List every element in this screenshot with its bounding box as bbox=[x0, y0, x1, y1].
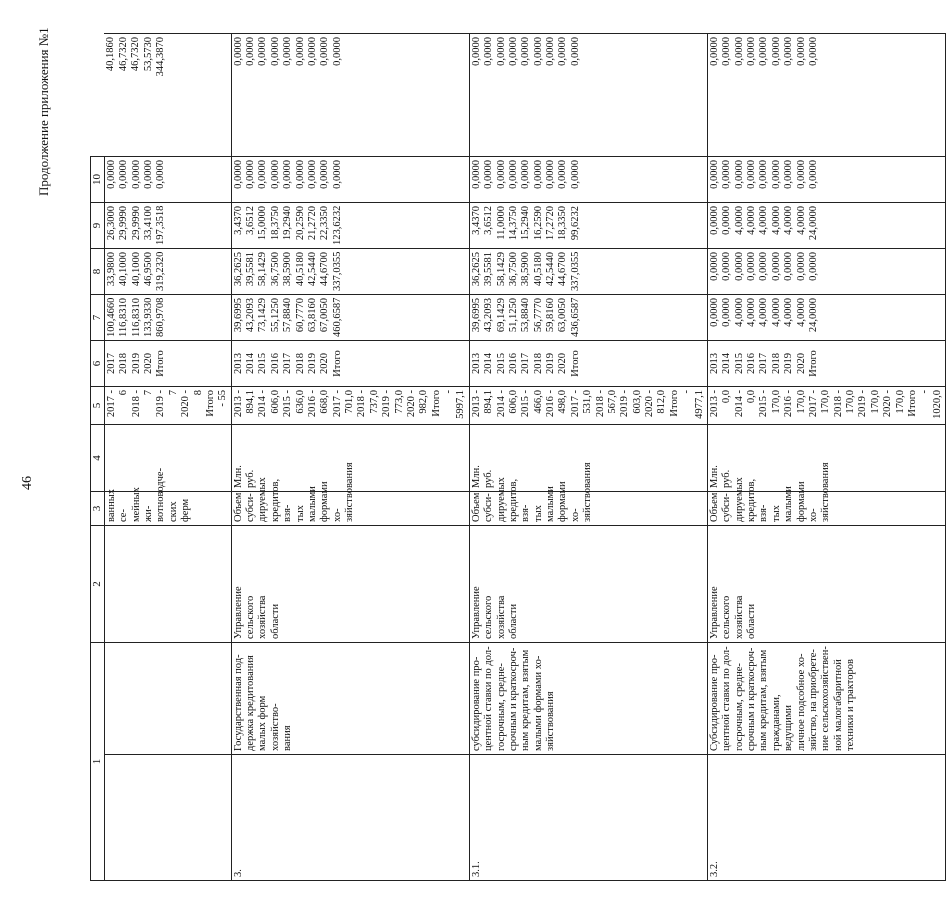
header-col-7: 7 bbox=[91, 295, 105, 341]
program-table bbox=[90, 33, 943, 881]
row-indicator: ванных се- мейных жи- вотноводче- ских ферм bbox=[104, 492, 231, 526]
table-row bbox=[469, 34, 707, 881]
row-name bbox=[104, 643, 231, 755]
row-col-7: 36,2625 39,5581 58,1429 36,7500 38,5900 40,5180 42,5440 44,6700 337,0355 bbox=[231, 249, 469, 295]
row-col-10: 0,0000 0,0000 0,0000 0,0000 0,0000 0,0000 0,0000 0,0000 0,0000 bbox=[707, 34, 945, 157]
header-col-5: 5 bbox=[91, 387, 105, 425]
header-col-1: 1 bbox=[91, 643, 105, 881]
row-unit: Млн. руб. bbox=[469, 425, 707, 492]
table-row bbox=[104, 34, 231, 881]
header-col-3: 3 bbox=[91, 492, 105, 526]
row-unit: Млн. руб. bbox=[231, 425, 469, 492]
row-executor: Управление сельского хозяйства области bbox=[231, 526, 469, 643]
row-years: 2013 2014 2015 2016 2017 2018 2019 2020 Итого bbox=[707, 341, 945, 387]
row-col-8: 26,3000 29,9990 29,9990 33,4100 197,3518 bbox=[104, 203, 231, 249]
row-col-10: 0,0000 0,0000 0,0000 0,0000 0,0000 0,0000 0,0000 0,0000 0,0000 bbox=[231, 34, 469, 157]
header-col-9: 9 bbox=[91, 203, 105, 249]
row-indicator: Объем субси- дируемых кредитов, взя- тых малыми формами хо- зяйствования bbox=[231, 492, 469, 526]
table-row bbox=[231, 34, 469, 881]
row-col-6: 39,6995 43,2093 69,1429 51,1250 53,8840 56,7770 59,8160 63,0050 436,6587 bbox=[469, 295, 707, 341]
header-row bbox=[91, 34, 105, 881]
row-col-9: 0,0000 0,0000 0,0000 0,0000 0,0000 0,0000 0,0000 0,0000 0,0000 bbox=[469, 157, 707, 203]
row-targets: 2013 - 894,1 2014 - 606,0 2015 - 636,0 2016 - 668,0 2017 - 701,0 2018 - 737,0 2019 - 773,0 2020 - 982,0 Итого - 5997,1 bbox=[231, 387, 469, 425]
row-executor: Управление сельского хозяйства области bbox=[707, 526, 945, 643]
row-indicator: Объем субси- дируемых кредитов, взя- тых малыми формами хо- зяйствования bbox=[707, 492, 945, 526]
row-col-6: 0,0000 0,0000 4,0000 4,0000 4,0000 4,0000 4,0000 4,0000 24,0000 bbox=[707, 295, 945, 341]
row-indicator: Объем субси- дируемых кредитов, взя- тых малыми формами хо- зяйствования bbox=[469, 492, 707, 526]
row-col-7: 33,9800 40,1000 40,1000 46,9500 319,2320 bbox=[104, 249, 231, 295]
row-col-10: 0,0000 0,0000 0,0000 0,0000 0,0000 0,0000 0,0000 0,0000 0,0000 bbox=[469, 34, 707, 157]
header-col-6: 6 bbox=[91, 341, 105, 387]
row-years: 2013 2014 2015 2016 2017 2018 2019 2020 Итого bbox=[231, 341, 469, 387]
row-col-8: 0,0000 0,0000 4,0000 4,0000 4,0000 4,0000 4,0000 4,0000 24,0000 bbox=[707, 203, 945, 249]
header-col-4: 4 bbox=[91, 425, 105, 492]
row-id: 3.2. bbox=[707, 755, 945, 881]
row-name: субсидирование про- центной ставки по дол- госрочным, средне- срочным и краткосроч- ным кредитам, взятым малыми формами хо- зяйствования bbox=[469, 643, 707, 755]
header-col-8: 8 bbox=[91, 249, 105, 295]
row-col-9: 0,0000 0,0000 0,0000 0,0000 0,0000 0,0000 0,0000 0,0000 0,0000 bbox=[707, 157, 945, 203]
row-col-9: 0,0000 0,0000 0,0000 0,0000 0,0000 bbox=[104, 157, 231, 203]
row-col-8: 3,4370 3,6512 15,0000 18,3750 19,2940 20,2590 21,2720 22,3350 123,6232 bbox=[231, 203, 469, 249]
table-row bbox=[707, 34, 945, 881]
header-col-2: 2 bbox=[91, 526, 105, 643]
header-col-10: 10 bbox=[91, 157, 105, 203]
row-years: 2017 2018 2019 2020 Итого bbox=[104, 341, 231, 387]
row-targets: 2013 - 0,0 2014 - 0,0 2015 - 170,0 2016 - 170,0 2017 - 170,0 2018 - 170,0 2019 - 170,0 2020 - 170,0 Итого - 1020,0 bbox=[707, 387, 945, 425]
page-heading: Продолжение приложения №1 bbox=[36, 27, 51, 196]
row-targets: 2013 - 894,1 2014 - 606,0 2015 - 466,0 2016 - 498,0 2017 - 531,0 2018 - 567,0 2019 - 603,0 2020 - 812,0 Итого - 4977,1 bbox=[469, 387, 707, 425]
row-col-10: 40,1860 46,7320 46,7320 53,5730 344,3870 bbox=[104, 34, 231, 157]
row-unit: Млн. руб. bbox=[707, 425, 945, 492]
row-col-6: 100,4660 116,8310 116,8310 133,9330 860,9708 bbox=[104, 295, 231, 341]
row-id bbox=[104, 755, 231, 881]
page-number: 46 bbox=[20, 476, 35, 490]
row-name: Государственная под- держка кредитования малых форм хозяйство- вания bbox=[231, 643, 469, 755]
row-years: 2013 2014 2015 2016 2017 2018 2019 2020 Итого bbox=[469, 341, 707, 387]
row-id: 3. bbox=[231, 755, 469, 881]
row-name: Субсидирование про- центной ставки по дол- госрочным, средне- срочным и краткосроч- ным кредитам, взятым гражданами, ведущими личное подсобное хо- зяйство, на приобрете- ние сельскохозяйствен- ной малогабаритной техники и тракторов bbox=[707, 643, 945, 755]
row-unit bbox=[104, 425, 231, 492]
row-id: 3.1. bbox=[469, 755, 707, 881]
row-targets: 2017 - 6 2018 - 7 2019 - 7 2020 - 8 Итого - 55 bbox=[104, 387, 231, 425]
row-col-9: 0,0000 0,0000 0,0000 0,0000 0,0000 0,0000 0,0000 0,0000 0,0000 bbox=[231, 157, 469, 203]
row-col-8: 3,4370 3,6512 11,0000 14,3750 15,2940 16,2590 17,2720 18,3350 99,6232 bbox=[469, 203, 707, 249]
row-col-7: 36,2625 39,5581 58,1429 36,7500 38,5900 40,5180 42,5440 44,6700 337,0355 bbox=[469, 249, 707, 295]
row-executor bbox=[104, 526, 231, 643]
row-col-7: 0,0000 0,0000 0,0000 0,0000 0,0000 0,0000 0,0000 0,0000 0,0000 bbox=[707, 249, 945, 295]
row-col-6: 39,6995 43,2093 73,1429 55,1250 57,8840 60,7770 63,8160 67,0050 460,6587 bbox=[231, 295, 469, 341]
row-executor: Управление сельского хозяйства области bbox=[469, 526, 707, 643]
